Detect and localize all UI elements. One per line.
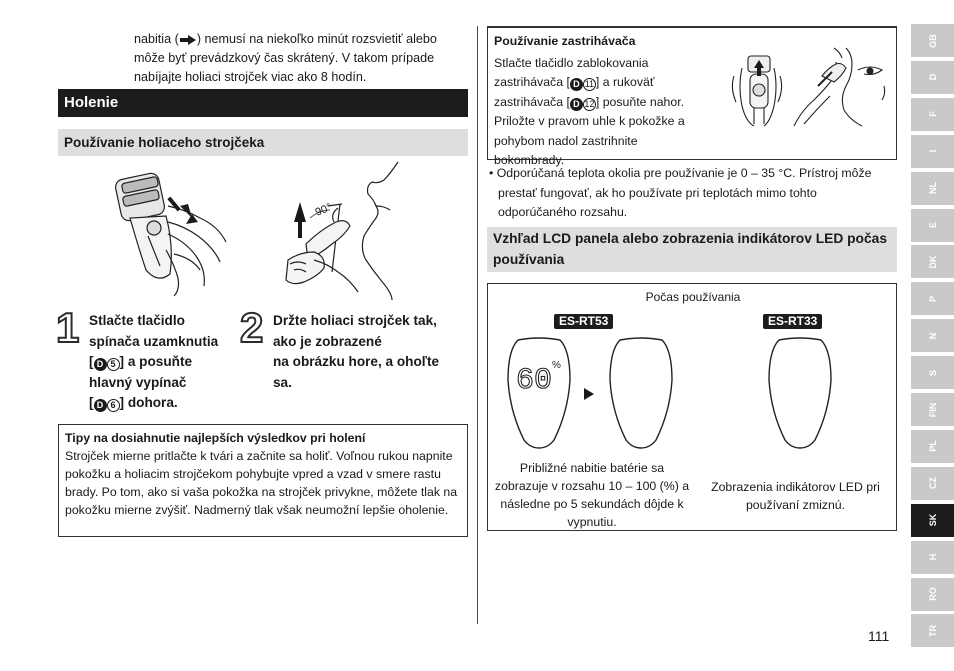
model-badge: ES-RT33 bbox=[763, 314, 822, 329]
intro-post: ) nemusí na niekoľko minút rozsvietiť alebo môže byť prevádzkový čas skrátený. V takom prípade nabíjajte holiaci strojček viac ako 8 hodín. bbox=[134, 32, 437, 84]
trimmer-fragment: zastrihávača [ bbox=[494, 75, 570, 89]
language-tab-label: GB bbox=[927, 33, 938, 48]
language-tab-label: S bbox=[927, 369, 938, 376]
angle-label: 90° bbox=[313, 201, 334, 219]
tips-box bbox=[58, 424, 468, 537]
lcd-box bbox=[487, 283, 897, 531]
step-2-line: sa. bbox=[273, 374, 292, 390]
language-tab-cz[interactable] bbox=[911, 467, 954, 500]
step-1-line: [ D 6 ] dohora. bbox=[89, 395, 178, 410]
language-tab-label: TR bbox=[927, 624, 938, 637]
model-badge: ES-RT53 bbox=[554, 314, 613, 329]
trimmer-illustration bbox=[728, 46, 898, 128]
language-tab-label: N bbox=[927, 332, 938, 339]
lcd-value: 60 bbox=[516, 364, 553, 398]
trimmer-line: Stlačte tlačidlo zablokovania bbox=[494, 55, 649, 70]
trimmer-title: Používanie zastrihávača bbox=[494, 34, 636, 48]
step-2-line: ako je zobrazené bbox=[273, 333, 382, 349]
shaver-display-off bbox=[606, 336, 676, 450]
trimmer-line: pohybom nadol zastrihnite bbox=[494, 133, 638, 148]
language-tab-label: PL bbox=[927, 440, 938, 453]
intro-pre: nabitia ( bbox=[134, 32, 179, 46]
step-1-number: 1 bbox=[56, 304, 80, 351]
language-tab-label: D bbox=[927, 74, 938, 81]
subsection-title: Používanie holiaceho strojčeka bbox=[58, 129, 468, 156]
trimmer-fragment: zastrihávača [ bbox=[494, 94, 570, 109]
temperature-note: • Odporúčaná teplota okolia pre používanie je 0 – 35 °C. Prístroj môže prestať fungovať, ak ho používate pri teplotách mimo tohto odporúčaného rozsahu. bbox=[489, 166, 872, 219]
step-1-fragment: ] a posuňte bbox=[119, 354, 193, 369]
lcd-section-title: Vzhľad LCD panela alebo zobrazenia indikátorov LED počas používania bbox=[487, 227, 897, 272]
language-tab-f[interactable] bbox=[911, 98, 954, 131]
language-tab-label: SK bbox=[927, 513, 938, 527]
shaver-led-display bbox=[765, 336, 835, 450]
trimmer-line bbox=[494, 93, 714, 113]
arrow-right-icon bbox=[584, 388, 594, 400]
shaver-unlock-illustration bbox=[108, 166, 233, 298]
diagram-d-icon: D bbox=[94, 358, 107, 371]
shaver-lcd-display bbox=[504, 336, 574, 450]
language-tab-i[interactable] bbox=[911, 135, 954, 168]
step-2-number: 2 bbox=[240, 304, 264, 351]
language-tab-sk[interactable] bbox=[911, 504, 954, 537]
lcd-unit: % bbox=[552, 360, 561, 371]
language-tab-pl[interactable] bbox=[911, 430, 954, 463]
language-tab-n[interactable] bbox=[911, 319, 954, 352]
language-tab-label: NL bbox=[927, 182, 938, 195]
trimmer-line: Priložte v pravom uhle k pokožke a bbox=[494, 114, 685, 128]
lcd-description-1: Približné nabitie batérie sa zobrazuje v rozsahu 10 – 100 (%) a následne po 5 sekundách dôjde k vypnutiu. bbox=[494, 461, 690, 529]
ref-number: 11 bbox=[584, 79, 595, 89]
step-2-line: na obrázku hore, a ohoľte bbox=[273, 354, 440, 369]
language-tab-fin[interactable] bbox=[911, 393, 954, 426]
charging-arrow-icon bbox=[179, 35, 197, 45]
ref-number: 5 bbox=[107, 358, 120, 371]
language-tab-label: FIN bbox=[927, 402, 938, 417]
trimmer-line: bokombrady. bbox=[494, 153, 565, 167]
lcd-description-2: Zobrazenia indikátorov LED pri používaní zmiznú. bbox=[711, 480, 880, 512]
trimmer-fragment: ] posuňte nahor. bbox=[595, 94, 685, 109]
language-tab-p[interactable] bbox=[911, 282, 954, 315]
language-tab-nl[interactable] bbox=[911, 172, 954, 205]
tips-title: Tipy na dosiahnutie najlepších výsledkov pri holení bbox=[65, 431, 366, 445]
language-tab-label: H bbox=[927, 553, 938, 561]
page-number: 111 bbox=[868, 628, 890, 644]
diagram-d-icon: D bbox=[570, 78, 583, 91]
language-tab-h[interactable] bbox=[911, 541, 954, 574]
lcd-caption: Počas používania bbox=[645, 290, 741, 304]
step-2-text bbox=[273, 311, 468, 393]
diagram-d-icon: D bbox=[570, 98, 583, 111]
step-1-text bbox=[89, 311, 239, 414]
language-tab-dk[interactable] bbox=[911, 245, 954, 278]
intro-paragraph bbox=[134, 30, 464, 87]
trimmer-fragment: ] a rukoväť bbox=[595, 75, 655, 89]
column-divider bbox=[477, 26, 478, 624]
step-1-line: hlavný vypínač bbox=[89, 374, 187, 390]
tips-body: Strojček mierne pritlačte k tvári a začnite sa holiť. Voľnou rukou napnite pokožku a holiacim strojčekom pohybujte vpred a vzad v smere rastu brady. Po tom, ako si vaša pokožka na strojček privykne, môžete tlak na pokožku mierne zvýšiť. Nadmerný tlak však neumožní lepšie oholenie. bbox=[65, 449, 458, 517]
step-1-line: Stlačte tlačidlo bbox=[89, 313, 185, 328]
language-tab-ro[interactable] bbox=[911, 578, 954, 611]
diagram-d-icon: D bbox=[94, 399, 107, 412]
section-title: Holenie bbox=[58, 89, 468, 117]
language-tab-tr[interactable] bbox=[911, 614, 954, 647]
language-tab-e[interactable] bbox=[911, 209, 954, 242]
language-tab-label: P bbox=[927, 295, 938, 302]
step-2-line: Držte holiaci strojček tak, bbox=[273, 313, 437, 328]
step-1-fragment: ] dohora. bbox=[119, 395, 178, 410]
language-tab-gb[interactable] bbox=[911, 24, 954, 57]
language-tab-label: DK bbox=[927, 255, 938, 269]
language-tab-d[interactable] bbox=[911, 61, 954, 94]
language-tab-label: I bbox=[927, 149, 938, 153]
shaving-angle-illustration bbox=[280, 160, 420, 300]
language-tab-label: CZ bbox=[927, 477, 938, 490]
ref-number: 12 bbox=[584, 98, 595, 109]
ref-number: 6 bbox=[107, 399, 120, 412]
step-1-line: [ D 5 ] a posuňte bbox=[89, 354, 193, 369]
language-tab-label: F bbox=[927, 111, 938, 118]
trimmer-text bbox=[494, 54, 714, 171]
trimmer-line bbox=[494, 73, 714, 93]
language-tab-label: RO bbox=[927, 587, 938, 601]
step-1-line: spínača uzamknutia bbox=[89, 333, 219, 349]
language-tab-s[interactable] bbox=[911, 356, 954, 389]
language-tab-label: E bbox=[927, 221, 938, 229]
